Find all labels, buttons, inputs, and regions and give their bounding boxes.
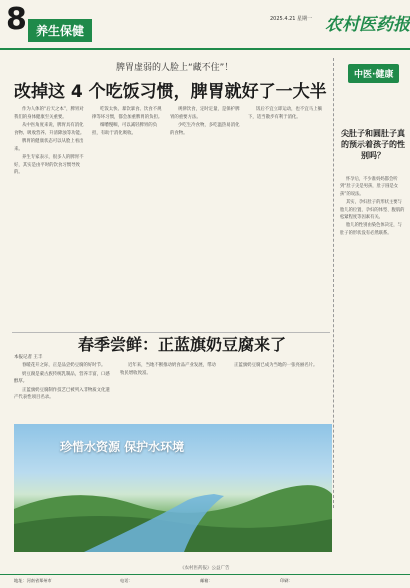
paragraph: 养生专家表示，很多人的脾胃不好，其实是由平时的饮食习惯导致的。: [14, 155, 84, 175]
sidebar: [333, 58, 409, 508]
paragraph: 胎儿的性别由染色体决定，与肚子的形状没有必然联系。: [340, 223, 402, 236]
article-subhead: 脾胃虚弱的人脸上“藏不住”！: [116, 63, 234, 73]
newspaper-brand: 农村医药报: [325, 15, 410, 35]
article-column-1: [14, 106, 86, 328]
sidebar-body: [340, 176, 406, 506]
ad-caption: 《农村医药报》公益广告: [180, 566, 230, 571]
issue-meta: 2025.4.21 星期一: [270, 16, 313, 22]
article2-byline: 本报记者 王丰: [14, 355, 43, 360]
article2-headline: 春季尝鲜：正蓝旗奶豆腐来了: [78, 335, 287, 354]
header-rule: [0, 48, 410, 50]
paragraph: 饭后不宜立即运动，也不宜马上躺下，适当散步有利于消化。: [248, 107, 322, 120]
paragraph: 近年来，当地不断推动奶食品产业发展，带动牧民增收致富。: [120, 363, 216, 376]
article2-column-1: [14, 362, 114, 420]
paragraph: 怀孕后，不少准妈妈都会听到“肚子尖是男孩，肚子圆是女孩”的说法。: [340, 177, 399, 197]
article-column-4: [248, 106, 328, 328]
paragraph: 春暖花开之际，正是品尝奶豆腐的好时节。: [22, 363, 106, 368]
page-number: 8: [6, 2, 27, 37]
paragraph: 作为人体的“后天之本”，脾胃对我们的身体健康至关重要。: [14, 107, 84, 120]
footer-address: 地址：河南省郑州市: [14, 578, 52, 583]
paragraph: 脾胃的健康状态可以从脸上看出来。: [14, 139, 84, 152]
paragraph: 细嚼慢咽，可以减轻脾胃的负担，有助于消化吸收。: [92, 123, 158, 136]
article2-column-3: [226, 362, 330, 420]
article-headline: 改掉这 4 个吃饭习惯，脾胃就好了一大半: [14, 82, 327, 102]
paragraph: 奶豆腐是蒙古族传统乳制品，营养丰富，口感醇厚。: [14, 371, 110, 384]
paragraph: 其实，孕妇肚子的形状主要与胎儿的位置、孕妇的体型、腹肌的松紧程度等因素有关。: [340, 200, 405, 221]
ad-banner-text: 珍惜水资源 保护水环境: [60, 440, 185, 454]
page-footer: [0, 574, 410, 588]
page-header: [0, 0, 410, 52]
paragraph: 少吃生冷食物，多吃温热易消化的食物。: [170, 123, 240, 136]
footer-email: 邮箱：: [200, 578, 213, 583]
footer-phone: 电话：: [120, 578, 133, 583]
article-column-3: [170, 106, 242, 328]
paragraph: 正蓝旗奶豆腐制作技艺已被列入非物质文化遗产代表性项目名录。: [14, 387, 110, 400]
paragraph: 正蓝旗奶豆腐已成为当地的一张亮丽名片。: [234, 363, 318, 368]
article-column-2: [92, 106, 164, 328]
article2-column-2: [120, 362, 220, 420]
paragraph: 从中医角度来说，脾胃具有消化食物、吸收营养、升清降浊等功能。: [14, 123, 85, 136]
footer-printer: 印刷：: [280, 578, 293, 583]
section-title: 养生保健: [28, 19, 92, 42]
sidebar-badge: 中医·健康: [348, 64, 399, 83]
sidebar-title: 尖肚子和圆肚子真的预示着孩子的性别吗？: [341, 129, 405, 160]
paragraph: 规律饮食，定时定量，是保护脾胃的重要方法。: [170, 107, 240, 120]
paragraph: 吃饭太快、暴饮暴食、饮食不规律等坏习惯，都会加重脾胃的负担。: [92, 107, 163, 120]
